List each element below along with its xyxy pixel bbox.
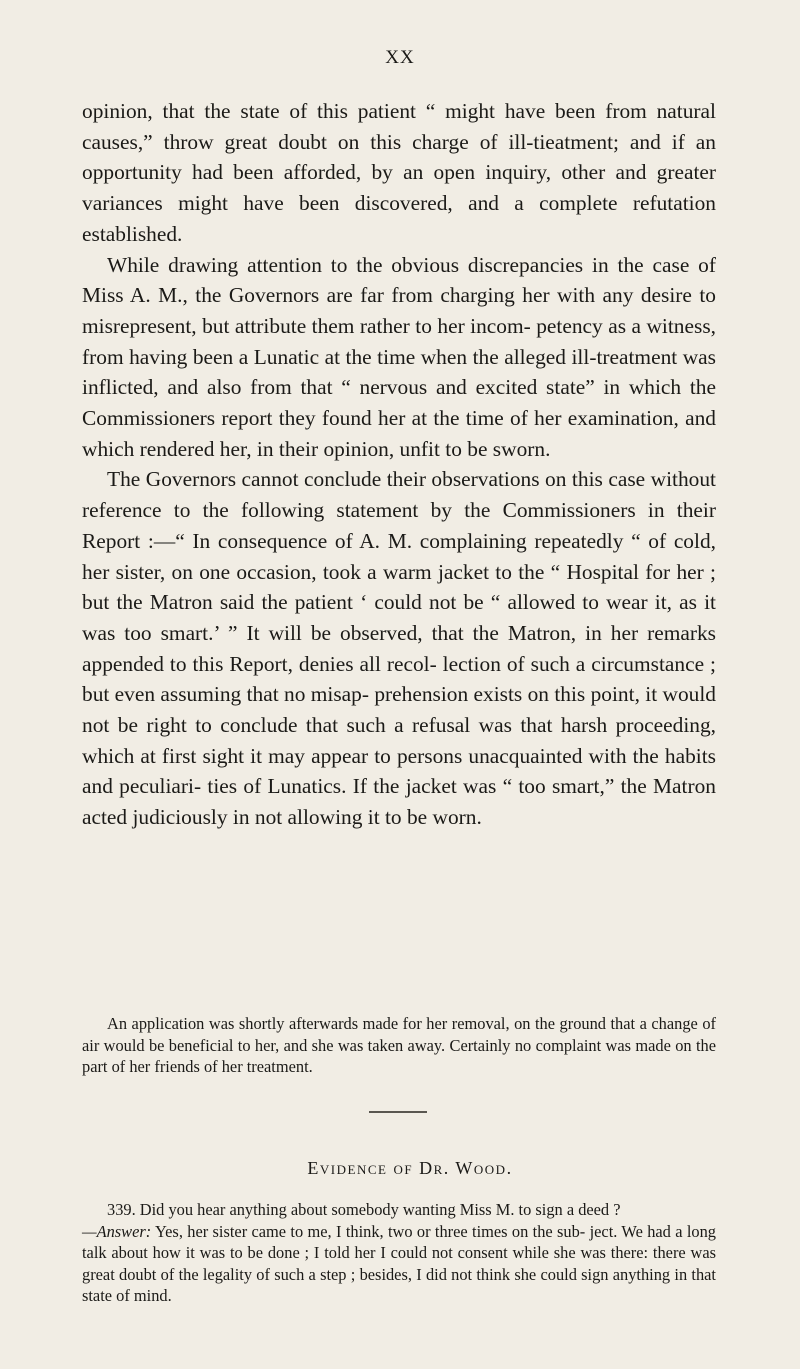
main-body bbox=[82, 96, 716, 833]
paragraph-1: opinion, that the state of this patient “ might have been from natural causes,” throw great doubt on this charge of ill-tieatment; and if an opportunity had been afforded, by an open inquiry, other and greater variances might have been discovered, and a complete refutation established. bbox=[82, 99, 716, 246]
note-block bbox=[82, 1013, 716, 1078]
paragraph-2: While drawing attention to the obvious discrepancies in the case of Miss A. M., the Governors are far from charging her with any desire to misrepresent, but attribute them rather to her incom- petency as a witness, from having been a Lunatic at the time when the alleged ill-treatment was inflicted, and also from that “ nervous and excited state” in which the Commissioners report they found her at the time of her examination, and which rendered her, in their opinion, unfit to be sworn. bbox=[82, 252, 716, 461]
page-number: XX bbox=[385, 47, 415, 68]
answer-label: —Answer: bbox=[82, 1221, 152, 1241]
paragraph-3: The Governors cannot conclude their observations on this case without reference to the following statement by the Commissioners in their Report :—“ In consequence of A. M. complaining repeatedly “ of cold, her sister, on one occasion, took a warm jacket to the “ Hospital for her ; but the Matron said the patient ‘ could not be “ allowed to wear it, as it was too smart.’ ” It will be observed, that the Matron, in her remarks appended to this Report, denies all recol- lection of such a circumstance ; but even assuming that no misap- prehension exists on this point, it would not be right to conclude that such a refusal was that harsh proceeding, which at first sight it may appear to persons unacquainted with the habits and peculiari- ties of Lunatics. If the jacket was “ too smart,” the Matron acted judiciously in not allowing it to be worn. bbox=[82, 467, 716, 830]
evidence-answer: Yes, her sister came to me, I think, two or three times on the sub- ject. We had a long talk about how it was to be done ; I told her I could not consent while she was there: there was great doubt of the legality of such a step ; besides, I did not think she could sign anything in that state of mind. bbox=[82, 1221, 716, 1305]
section-divider bbox=[369, 1111, 427, 1113]
section-heading: Evidence of Dr. Wood. bbox=[307, 1158, 513, 1178]
evidence-block bbox=[82, 1199, 716, 1307]
note-paragraph: An application was shortly afterwards made for her removal, on the ground that a change of air would be beneficial to her, and she was taken away. Certainly no complaint was made on the part of her friends of her treatment. bbox=[82, 1014, 716, 1076]
evidence-paragraph bbox=[82, 1199, 716, 1307]
evidence-question: 339. Did you hear anything about somebody wanting Miss M. to sign a deed ? bbox=[107, 1200, 621, 1219]
